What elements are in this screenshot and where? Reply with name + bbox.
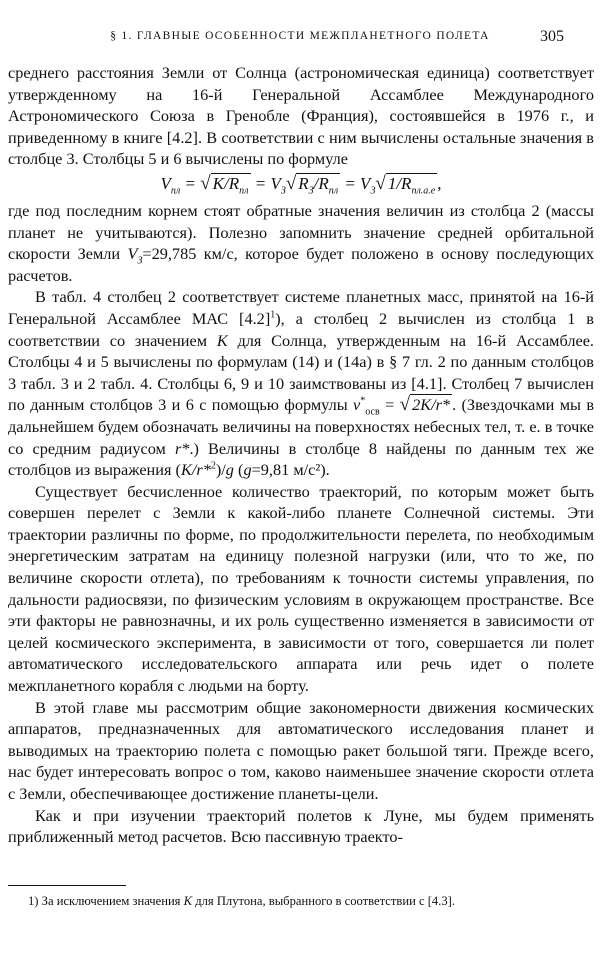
paragraph-1 — [8, 62, 594, 170]
velocity-formula: $V_{пл}$ = √ $K/R_{пл} = V_З√$ $R_З/R_{пл} = V_З√$ $1/R_{пл.а.е}$ , — [160, 172, 442, 197]
footnote-marker: 1) — [28, 894, 39, 908]
paragraph-4: В этой главе мы рассмотрим общие закономерности движения космических аппаратов, предназначенных для автоматического исследования планет и выводимых на траекторию полета с помощью ракет большой тяги. Прежде всего, нас будет интересовать вопрос о том, каково наименьшее значение скорости отлета с Земли, обеспечивающее достижение планеты-цели. — [8, 697, 594, 803]
footnote-rule — [8, 885, 126, 886]
running-head: § 1. ГЛАВНЫЕ ОСОБЕННОСТИ МЕЖПЛАНЕТНОГО ПОЛЕТА — [110, 30, 490, 42]
paragraph-3: Существует бесчисленное количество траекторий, по которым может быть совершен перелет с Земли к какой-либо планете Солнечной системы. Эти траектории различны по форме, по продолжительности перелета, по необходимым энергетическим затратам на единицу полезной нагрузки (или, что то же, по величине скорости отлета), по требованиям к точности системы управления, по дальности радиосвязи, по физическим условиям в окружающем пространстве. Все эти факторы не равнозначны, и их роль существенно изменяется в зависимости от целей космического эксперимента, в зависимости от того, совершается ли полет автоматического исследовательского аппарата или речь идет о полете межпланетного корабля с людьми на борту. — [8, 481, 594, 696]
paragraph-5: Как и при изучении траекторий полетов к Луне, мы будем применять приближенный метод расчетов. Всю пассивную траекто- — [8, 805, 594, 847]
paragraph-2-text-d: . (Звездочками мы в дальнейшем будем обозначать величины на поверхностях небесных тел, т. е. в точке со средним радиусом — [8, 395, 595, 458]
footnote-text-a: За исключением значения — [41, 894, 181, 908]
footnote-text-b: для Плутона, выбранного в соответствии с [4.3]. — [195, 894, 455, 908]
paragraph-2: В табл. 4 столбец 2 соответствует системе планетных масс, принятой на 16-й Генеральной Ассамблее МАС $[4.2]^1$), а столбец 2 вычислен из столбца 1 в соответствии со значением K для Солнца, утвержденным на 16-й Ассамблее. Столбцы 4 и 5 вычислены по формулам (14) и (14а) в § 7 гл. 2 по данным столбцов 3 табл. 3 и 2 табл. 4. Столбцы 6, 9 и 10 заимствованы из [4.1]. Столбец 7 вычислен по данным столбцов 3 и 6 с помощью формулы $v^*_{осв}$ = √ 2K/r* . (Звездочками мы в дальнейшем будем обозначать величины на поверхностях небесных тел, т. е. в точке со средним радиусом r*.) Величины в столбце 8 найдены по данным тех же столбцов из выражения (K/r*$^2$)/g (g=9,81 м/с²). — [8, 287, 595, 480]
paragraph-2-text-b: , а столбец 2 вычислен из столбца 1 в соответствии со значением — [8, 308, 594, 350]
paragraph-1-text-a: среднего расстояния Земли от Солнца (астрономическая единица) соответствует утвержденному на 16-й Генеральной Ассамблее Международного Астрономического Союза в Гренобле (Франция), состоявшейся в 1976 г., и приведенному в книге [4.2]. В соответствии с ним вычислены остальные значения в столбце 3. Столбцы 5 и 6 вычислены по формуле — [8, 63, 594, 169]
paragraph-2-text-c: для Солнца, утвержденным на 16-й Ассамблее. Столбцы 4 и 5 вычислены по формулам (14) и (14а) в § 7 гл. 2 по данным столбцов 3 табл. 3 и 2 табл. 4. Столбцы 6, 9 и 10 заимствованы из [4.1]. Столбец 7 вычислен по данным столбцов 3 и 6 с помощью формулы — [8, 330, 595, 415]
paragraph-1-text-c: которое будет положено в основу последующих расчетов. — [8, 244, 595, 285]
page-header — [0, 28, 600, 50]
earth-velocity-value: =29,785 км/с, — [142, 244, 238, 264]
footnote: 1) За исключением значения K для Плутона, выбранного в соответствии с [4.3]. — [28, 894, 455, 908]
paragraph-2-text-e: .) Величины в столбце 8 найдены по данным тех же столбцов из выражения — [8, 438, 594, 480]
main-text — [8, 62, 594, 848]
paragraph-2-text-f: =9,81 м/с²). — [251, 460, 330, 480]
paragraph-1-text-b: где под последним корнем стоят обратные значения величин из столбца 2 (массы планет не учитываются). Полезно запомнить значение средней орбитальной скорости Земли — [8, 200, 594, 264]
paragraph-2-text-a: В табл. 4 столбец 2 соответствует системе планетных масс, принятой на 16-й Генеральной Ассамблее МАС [4.2] — [8, 287, 594, 328]
paragraph-1-continued: где под последним корнем стоят обратные значения величин из столбца 2 (массы планет не учитываются). Полезно запомнить значение средней орбитальной скорости Земли $V_З=29,785$ км/с, которое будет положено в основу последующих расчетов. — [8, 200, 595, 285]
page-number: 305 — [540, 28, 564, 45]
